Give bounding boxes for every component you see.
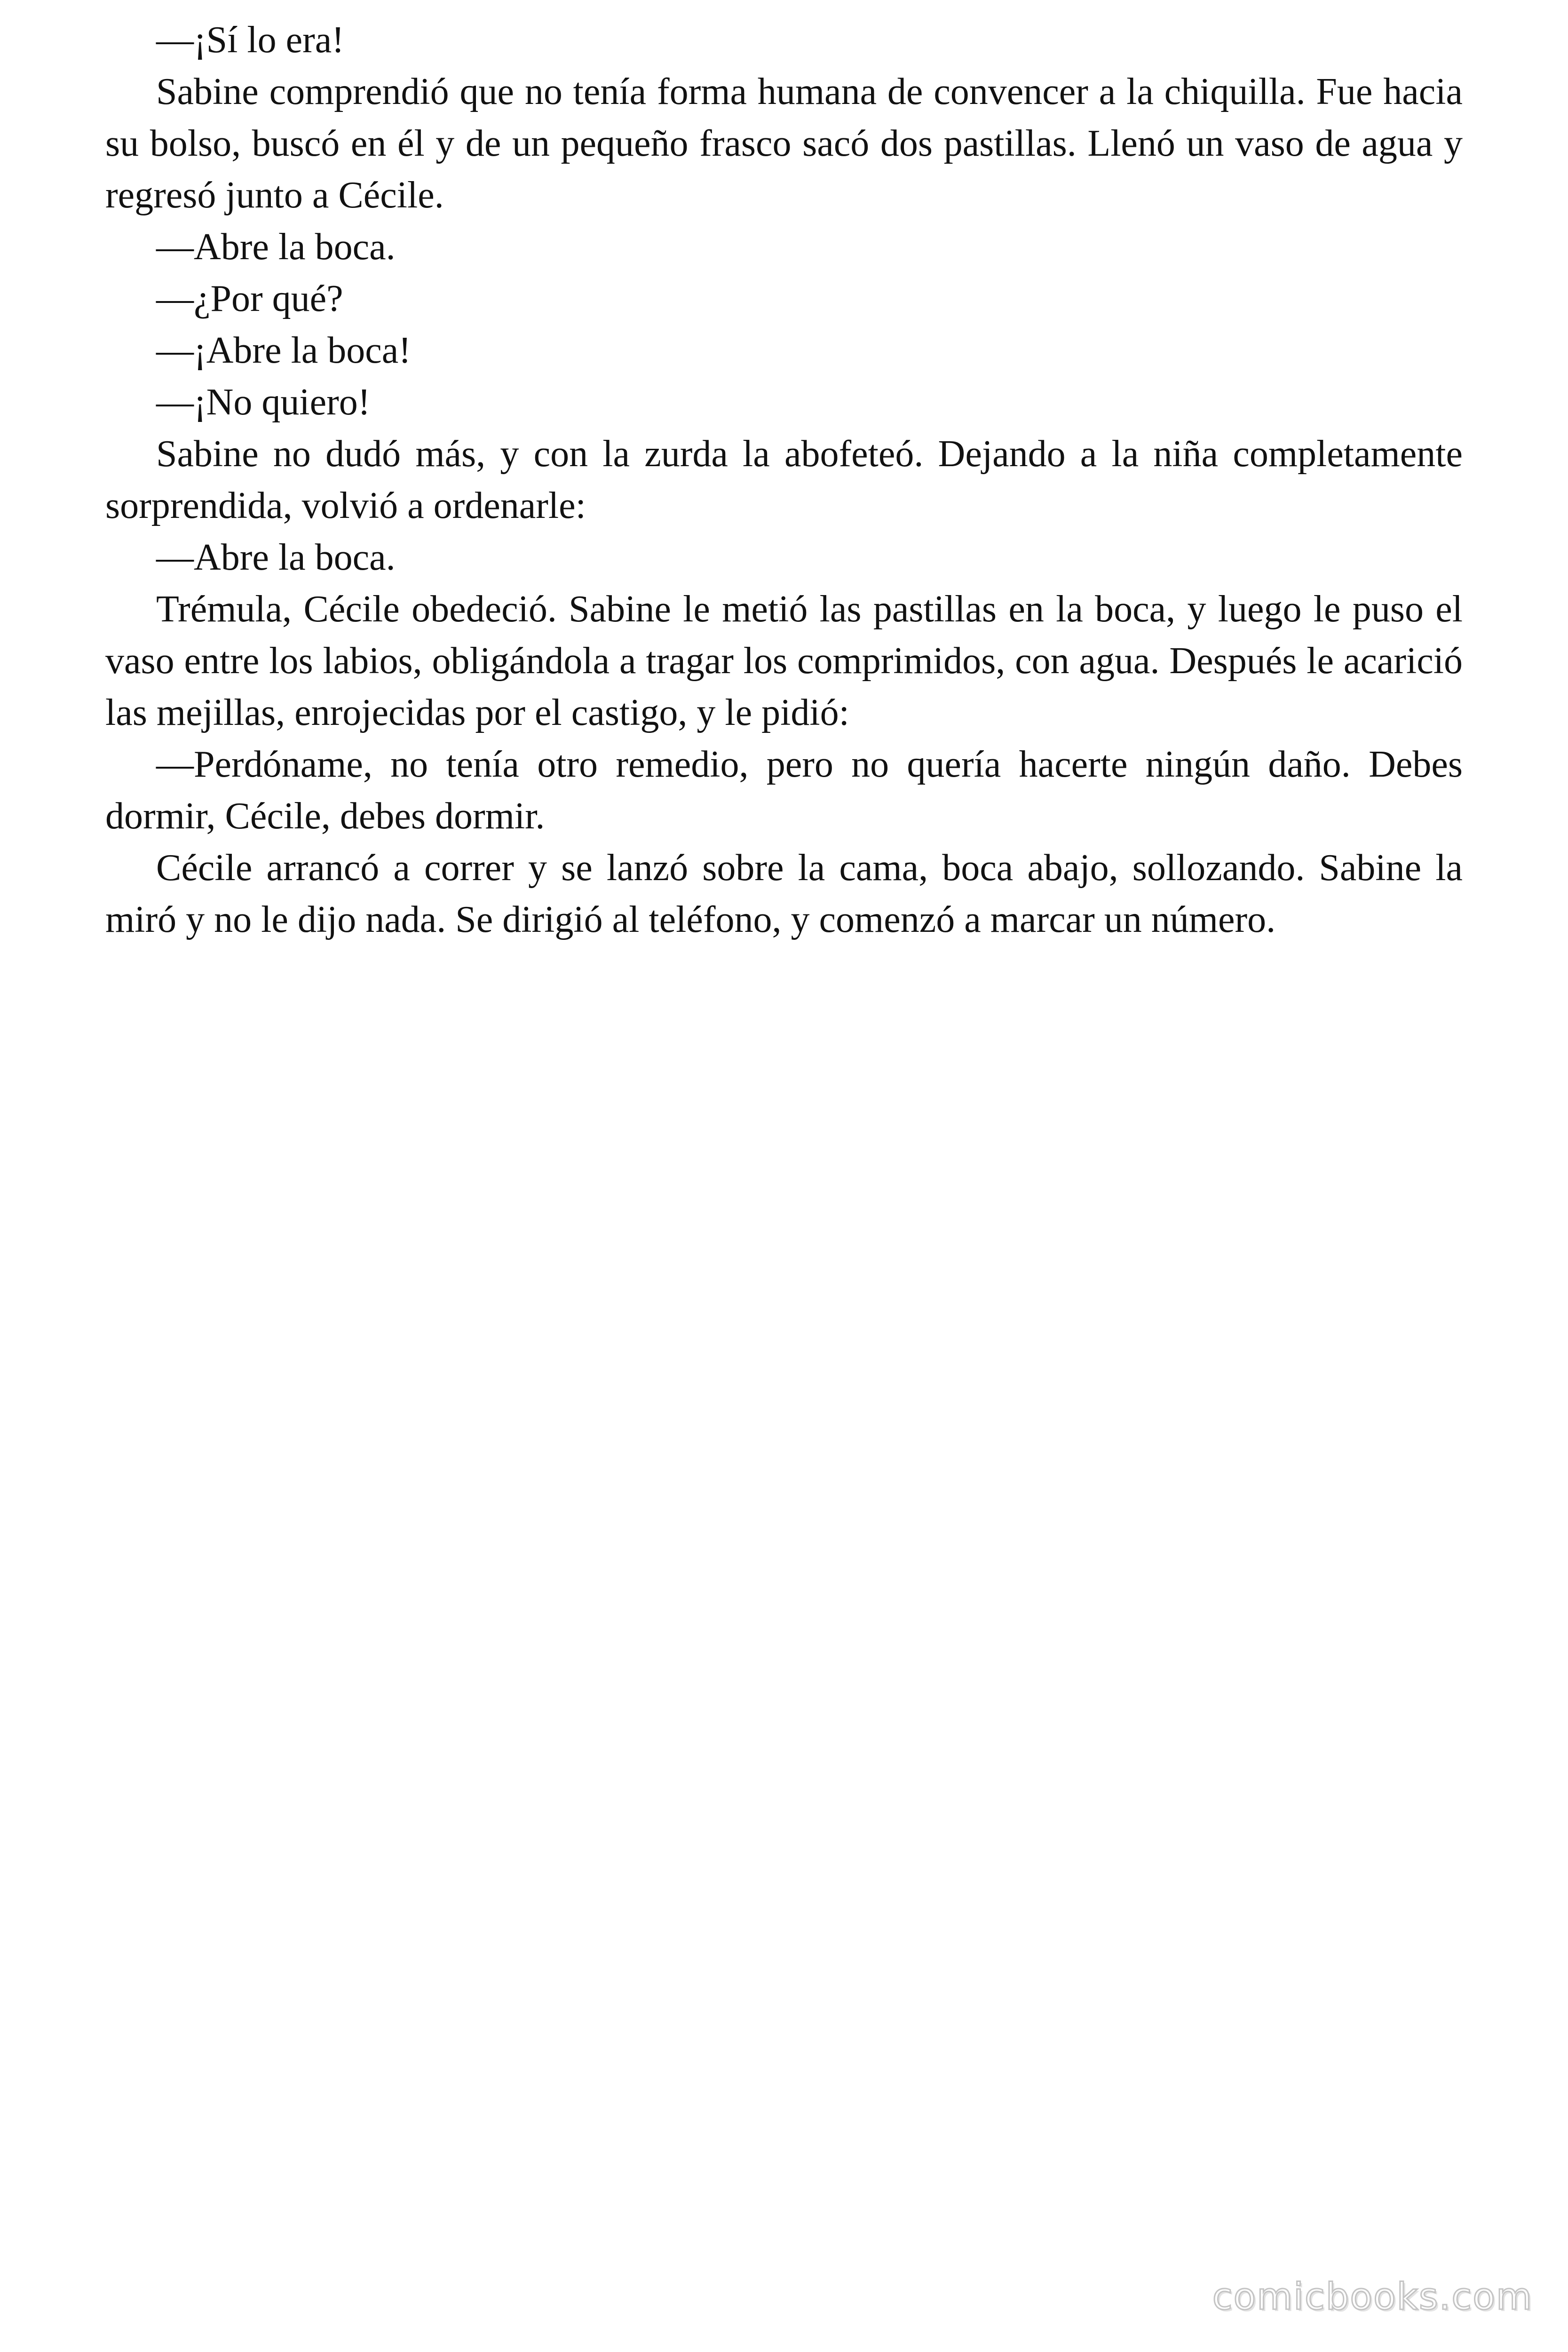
paragraph: Trémula, Cécile obedeció. Sabine le metió las pastillas en la boca, y luego le puso el vaso entre los labios, obligándola a tragar los comprimidos, con agua. Después le acarició las mejillas, enrojecidas por el castigo, y le pidió: bbox=[105, 588, 1463, 733]
paragraph: Sabine comprendió que no tenía forma humana de convencer a la chiquilla. Fue hacia su bolso, buscó en él y de un pequeño frasco sacó dos pastillas. Llenó un vaso de agua y regresó junto a Cécile. bbox=[105, 71, 1463, 216]
paragraph: —¡Abre la boca! bbox=[156, 330, 411, 371]
paragraph: Cécile arrancó a correr y se lanzó sobre la cama, boca abajo, sollozando. Sabine la miró y no le dijo nada. Se dirigió al teléfono, y comenzó a marcar un número. bbox=[105, 847, 1463, 940]
paragraph: —¿Por qué? bbox=[156, 278, 343, 319]
paragraph: —Abre la boca. bbox=[156, 537, 396, 578]
watermark-text: comicbooks.com bbox=[1212, 2276, 1533, 2318]
paragraph: —Perdóname, no tenía otro remedio, pero no quería hacerte ningún daño. Debes dormir, Cécile, debes dormir. bbox=[105, 744, 1463, 837]
paragraph: Sabine no dudó más, y con la zurda la abofeteó. Dejando a la niña completamente sorprendida, volvió a ordenarle: bbox=[105, 433, 1463, 526]
paragraph: —Abre la boca. bbox=[156, 226, 396, 268]
paragraph: —¡Sí lo era! bbox=[156, 19, 344, 61]
paragraph: —¡No quiero! bbox=[156, 381, 371, 423]
body-text bbox=[105, 14, 1463, 946]
